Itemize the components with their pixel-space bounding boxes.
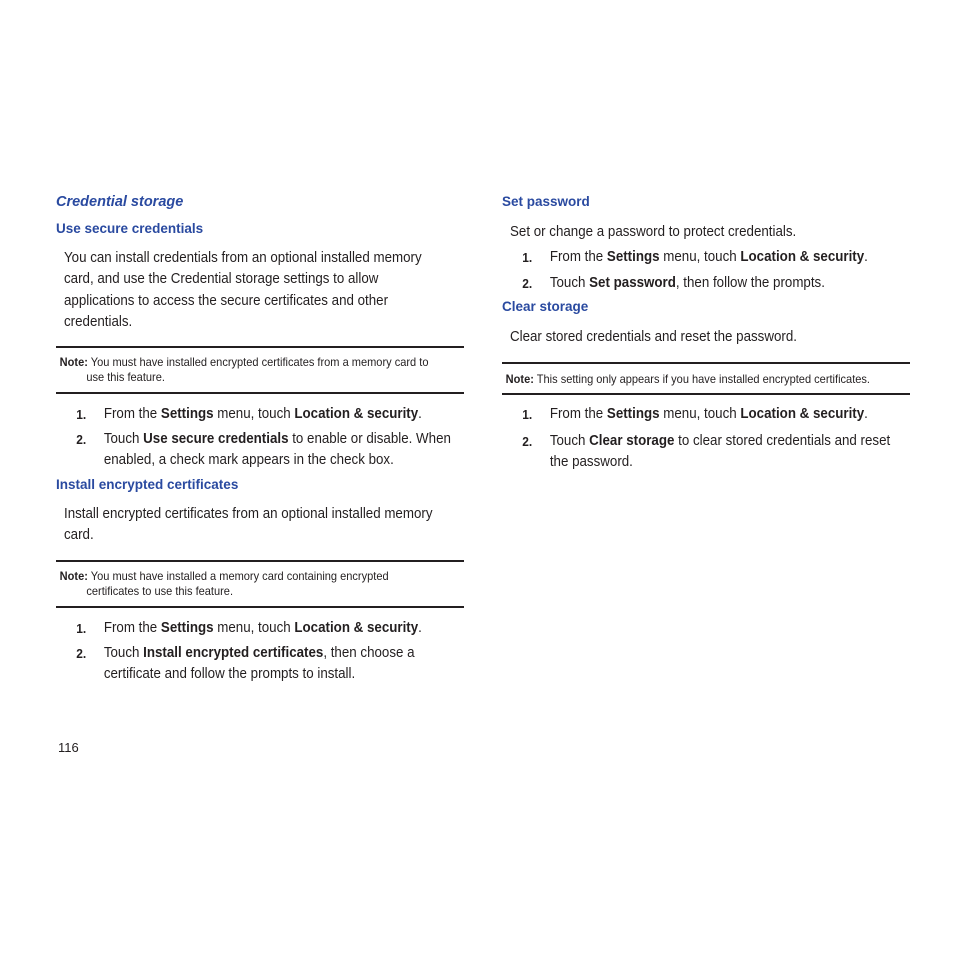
install-encrypted-certificates-label: Install encrypted certificates [143, 645, 324, 661]
step-number: 2. [76, 432, 87, 447]
set-password-label: Set password [589, 275, 676, 291]
location-security-label: Location & security [740, 249, 865, 265]
steps-use-secure [56, 404, 496, 471]
step-number: 1. [522, 407, 533, 422]
steps-install-certs [56, 618, 496, 685]
intro-line: You can install credentials from an optional installed memory [64, 250, 422, 266]
note-label: Note: [59, 569, 88, 583]
step-item [502, 247, 907, 268]
step-item [56, 429, 461, 471]
location-security-label: Location & security [294, 406, 419, 422]
location-security-label: Location & security [294, 620, 419, 636]
step-item [56, 618, 461, 639]
step-number: 1. [522, 250, 533, 265]
location-security-label: Location & security [740, 406, 865, 422]
note-text [502, 372, 906, 387]
intro-line: Install encrypted certificates from an optional installed memory [64, 506, 433, 522]
heading-use-secure-credentials: Use secure credentials [56, 221, 204, 236]
step-number: 2. [522, 434, 533, 449]
note-text [56, 355, 487, 385]
step-item [502, 273, 907, 294]
note-text [56, 569, 487, 599]
step-text: From the Settings menu, touch Location & security. [103, 406, 422, 422]
note-box-install [56, 560, 464, 608]
note-box-clear [502, 362, 910, 395]
settings-menu-label: Settings [606, 249, 660, 265]
step-number: 1. [76, 621, 87, 636]
step-number: 1. [76, 407, 87, 422]
note-line: use this feature. [86, 370, 165, 384]
note-line: You must have installed a memory card containing encrypted [90, 569, 389, 583]
intro-line: applications to access the secure certificates and other [64, 292, 389, 309]
step-item [502, 404, 907, 425]
use-secure-credentials-label: Use secure credentials [143, 431, 289, 447]
install-certs-intro [64, 504, 469, 547]
step-number: 2. [76, 646, 87, 661]
step-text: Touch Use secure credentials to enable or disable. When enabled, a check mark appears in the check box. [103, 431, 451, 468]
settings-menu-label: Settings [160, 406, 214, 422]
steps-clear-storage [502, 404, 942, 473]
section-title: Credential storage [56, 194, 184, 210]
note-line: certificates to use this feature. [86, 584, 234, 598]
intro-line: card. [64, 527, 94, 544]
clear-storage-label: Clear storage [589, 433, 675, 449]
note-line: You must have installed encrypted certificates from a memory card to [90, 355, 429, 369]
step-text: From the Settings menu, touch Location & security. [549, 249, 868, 265]
step-number: 2. [522, 276, 533, 291]
heading-install-encrypted-certificates: Install encrypted certificates [56, 477, 239, 492]
clear-storage-intro: Clear stored credentials and reset the password. [510, 329, 797, 345]
page-number: 116 [58, 740, 79, 755]
note-line: This setting only appears if you have installed encrypted certificates. [536, 372, 870, 386]
note-label: Note: [59, 355, 88, 369]
heading-set-password: Set password [502, 194, 590, 209]
note-box-secure [56, 346, 464, 394]
note-label: Note: [505, 372, 534, 386]
settings-menu-label: Settings [606, 406, 660, 422]
step-text: From the Settings menu, touch Location & security. [549, 406, 868, 422]
step-item [56, 404, 461, 425]
step-item [56, 643, 461, 685]
step-text: Touch Set password, then follow the prompts. [549, 275, 825, 291]
steps-set-password [502, 247, 942, 294]
use-secure-intro [64, 248, 469, 333]
step-text: Touch Clear storage to clear stored credentials and reset the password. [549, 433, 891, 470]
step-text: From the Settings menu, touch Location & security. [103, 620, 422, 636]
intro-line: credentials. [64, 313, 133, 330]
settings-menu-label: Settings [160, 620, 214, 636]
set-password-intro: Set or change a password to protect credentials. [510, 224, 797, 240]
step-text: Touch Install encrypted certificates, then choose a certificate and follow the prompts to install. [103, 645, 415, 682]
step-item [502, 431, 907, 473]
intro-line: card, and use the Credential storage settings to allow [64, 271, 379, 288]
heading-clear-storage: Clear storage [502, 299, 589, 314]
